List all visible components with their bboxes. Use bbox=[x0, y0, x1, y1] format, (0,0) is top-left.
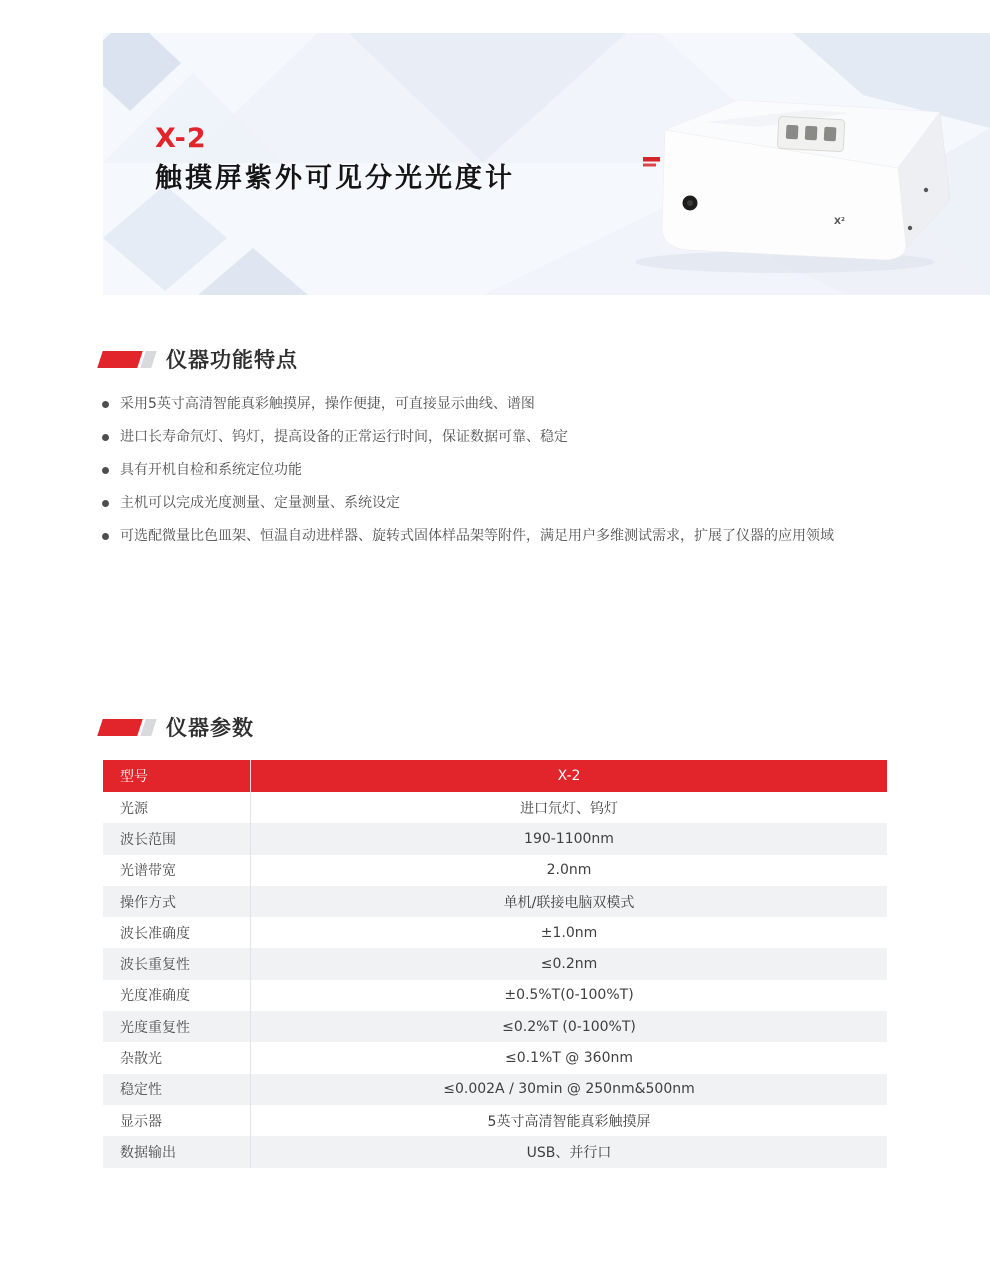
parameter-name-cell: 操作方式 bbox=[103, 886, 251, 917]
parameters-table-body bbox=[103, 792, 887, 1168]
product-model: X-2 bbox=[155, 123, 207, 154]
parameters-table-header-row bbox=[103, 760, 887, 792]
section-marker-icon bbox=[100, 719, 154, 736]
table-row bbox=[103, 1074, 887, 1105]
table-row bbox=[103, 886, 887, 917]
table-row bbox=[103, 855, 887, 886]
parameter-name-cell: 稳定性 bbox=[103, 1074, 251, 1105]
feature-item: 采用5英寸高清智能真彩触摸屏，操作便捷，可直接显示曲线、谱图 bbox=[100, 388, 900, 421]
parameter-name-cell: 光源 bbox=[103, 792, 251, 823]
table-row bbox=[103, 792, 887, 823]
feature-item: 进口长寿命氘灯、钨灯，提高设备的正常运行时间，保证数据可靠、稳定 bbox=[100, 421, 900, 454]
parameters-section-heading bbox=[100, 712, 254, 742]
features-section-title: 仪器功能特点 bbox=[166, 348, 298, 372]
banner-text-block bbox=[155, 123, 515, 196]
section-marker-icon bbox=[100, 351, 154, 368]
parameter-value-cell: 2.0nm bbox=[546, 862, 592, 879]
touchscreen-panel bbox=[777, 116, 845, 151]
table-row bbox=[103, 823, 887, 854]
parameter-value-cell: ≤0.1%T @ 360nm bbox=[505, 1050, 633, 1067]
parameter-name-cell: 显示器 bbox=[103, 1105, 251, 1136]
knob bbox=[683, 196, 698, 211]
brand-logo bbox=[643, 157, 660, 167]
parameter-value-cell: 进口氘灯、钨灯 bbox=[520, 800, 618, 817]
parameter-name-cell: 光谱带宽 bbox=[103, 855, 251, 886]
parameter-name-cell: 波长重复性 bbox=[103, 948, 251, 979]
header-value-cell: X-2 bbox=[557, 768, 581, 784]
table-row bbox=[103, 1136, 887, 1167]
parameter-name-cell: 数据输出 bbox=[103, 1136, 251, 1167]
feature-item: 具有开机自检和系统定位功能 bbox=[100, 454, 900, 487]
parameter-value-cell: USB、并行口 bbox=[526, 1144, 612, 1161]
table-row bbox=[103, 1105, 887, 1136]
parameter-value-cell: ≤0.002A / 30min @ 250nm&500nm bbox=[443, 1081, 695, 1098]
parameter-value-cell: ≤0.2nm bbox=[540, 956, 598, 973]
parameter-name-cell: 光度重复性 bbox=[103, 1011, 251, 1042]
parameter-value-cell: ±1.0nm bbox=[540, 924, 598, 941]
features-section-heading bbox=[100, 344, 298, 374]
parameter-value-cell: 单机/联接电脑双模式 bbox=[503, 894, 635, 911]
table-row bbox=[103, 1011, 887, 1042]
features-list bbox=[100, 388, 900, 553]
product-front-label: X² bbox=[834, 217, 845, 227]
parameters-table bbox=[103, 760, 887, 1168]
spectrophotometer-product-image bbox=[610, 50, 950, 295]
table-row bbox=[103, 917, 887, 948]
header-label-cell: 型号 bbox=[103, 760, 251, 792]
parameter-value-cell: ±0.5%T(0-100%T) bbox=[504, 987, 634, 1004]
table-row bbox=[103, 980, 887, 1011]
parameter-name-cell: 光度准确度 bbox=[103, 980, 251, 1011]
parameter-value-cell: 5英寸高清智能真彩触摸屏 bbox=[487, 1113, 651, 1130]
product-title: 触摸屏紫外可见分光光度计 bbox=[155, 163, 515, 195]
feature-item: 主机可以完成光度测量、定量测量、系统设定 bbox=[100, 487, 900, 520]
feature-item: 可选配微量比色皿架、恒温自动进样器、旋转式固体样品架等附件，满足用户多维测试需求，扩展了仪器的应用领域 bbox=[100, 520, 900, 553]
parameter-name-cell: 波长准确度 bbox=[103, 917, 251, 948]
parameter-value-cell: ≤0.2%T (0-100%T) bbox=[502, 1018, 636, 1035]
parameter-value-cell: 190-1100nm bbox=[524, 830, 614, 847]
parameter-name-cell: 波长范围 bbox=[103, 823, 251, 854]
parameters-section-title: 仪器参数 bbox=[166, 716, 254, 740]
hero-banner bbox=[103, 33, 990, 295]
parameter-name-cell: 杂散光 bbox=[103, 1042, 251, 1073]
table-row bbox=[103, 948, 887, 979]
table-row bbox=[103, 1042, 887, 1073]
